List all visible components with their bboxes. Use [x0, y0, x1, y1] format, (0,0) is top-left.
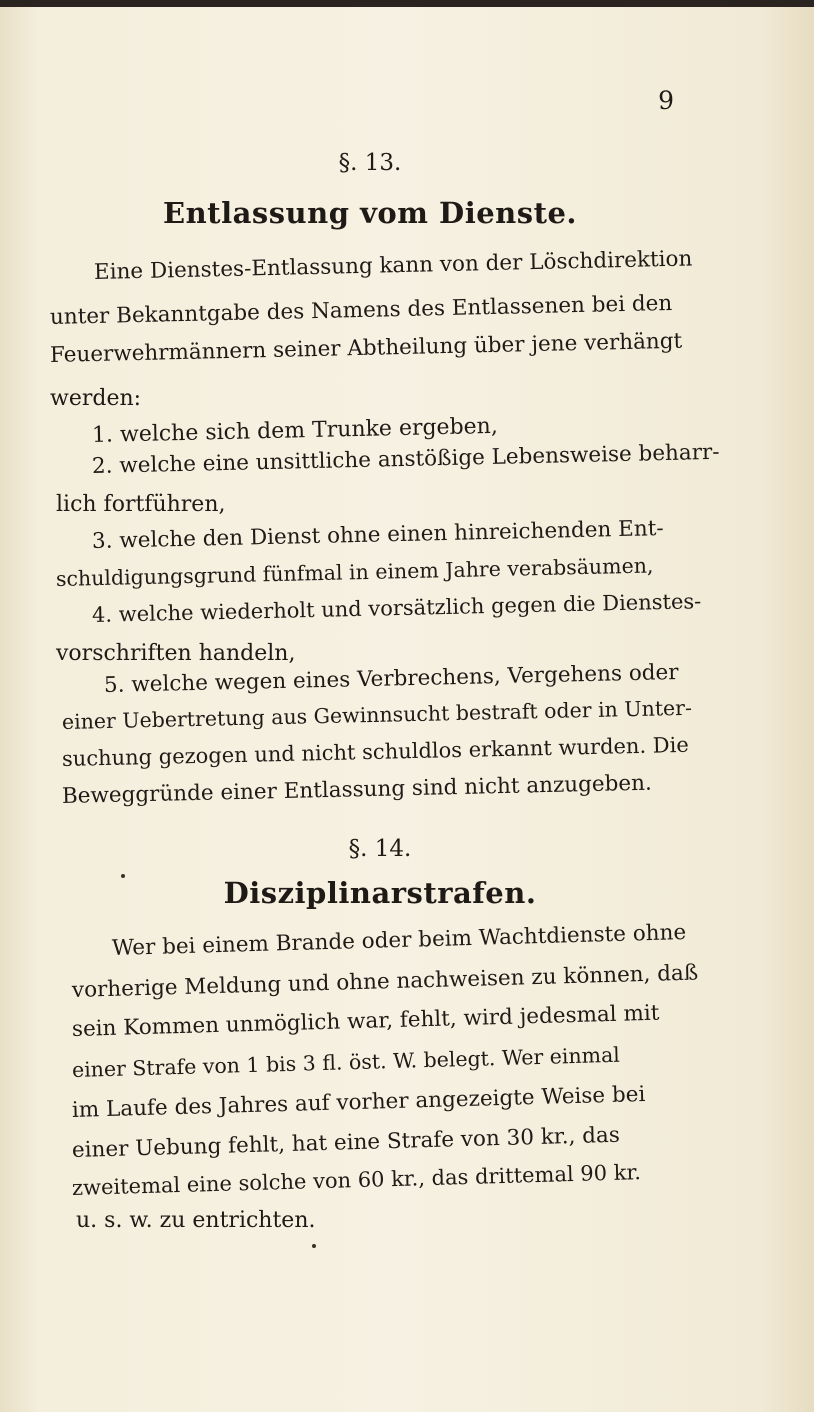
- ink-speck: [312, 1244, 316, 1248]
- section-13-line: Eine Dienstes-Entlassung kann von der Löschdirektion: [93, 246, 693, 285]
- section-13-line: 2. welche eine unsittliche anstößige Lebensweise beharr-: [91, 439, 720, 479]
- section-13-line: vorschriften handeln,: [56, 641, 296, 666]
- section-14-line: zweitemal eine solche von 60 kr., das drittemal 90 kr.: [71, 1160, 642, 1200]
- section-13-line: schuldigungsgrund fünfmal in einem Jahre verabsäumen,: [55, 553, 654, 591]
- section-13-line: lich fortführen,: [56, 492, 226, 517]
- section-14-title: Disziplinarstrafen.: [223, 876, 537, 910]
- section-13-number: §. 13.: [338, 150, 402, 176]
- section-14-line: sein Kommen unmöglich war, fehlt, wird jedesmal mit: [71, 1000, 660, 1042]
- section-14-line: vorherige Meldung und ohne nachweisen zu können, daß: [71, 960, 699, 1003]
- section-14-line: im Laufe des Jahres auf vorher angezeigte Weise bei: [71, 1081, 646, 1123]
- section-13-line: unter Bekanntgabe des Namens des Entlassenen bei den: [49, 290, 673, 330]
- section-14-line: u. s. w. zu entrichten.: [76, 1208, 316, 1233]
- section-14-number: §. 14.: [348, 836, 412, 862]
- page-number: 9: [658, 86, 674, 115]
- page-top-edge: [0, 0, 814, 7]
- section-13-line: suchung gezogen und nicht schuldlos erkannt wurden. Die: [61, 732, 690, 771]
- section-14-line: einer Uebung fehlt, hat eine Strafe von 30 kr., das: [71, 1122, 621, 1163]
- section-13-line: Beweggründe einer Entlassung sind nicht anzugeben.: [61, 770, 653, 809]
- section-13-line: werden:: [50, 386, 142, 411]
- section-13-line: 3. welche den Dienst ohne einen hinreichenden Ent-: [91, 516, 664, 554]
- section-13-line: 4. welche wiederholt und vorsätzlich gegen die Dienstes-: [91, 589, 702, 627]
- section-14-line: einer Strafe von 1 bis 3 fl. öst. W. belegt. Wer einmal: [71, 1042, 621, 1082]
- ink-speck: [121, 874, 125, 878]
- section-14-line: Wer bei einem Brande oder beim Wachtdienste ohne: [111, 919, 687, 961]
- section-13-line: einer Uebertretung aus Gewinnsucht bestraft oder in Unter-: [61, 695, 693, 734]
- section-13-title: Entlassung vom Dienste.: [162, 196, 578, 230]
- section-13-line: 1. welche sich dem Trunke ergeben,: [91, 413, 499, 448]
- section-13-line: 5. welche wegen eines Verbrechens, Vergehens oder: [103, 659, 679, 698]
- section-13-line: Feuerwehrmännern seiner Abtheilung über jene verhängt: [49, 328, 683, 368]
